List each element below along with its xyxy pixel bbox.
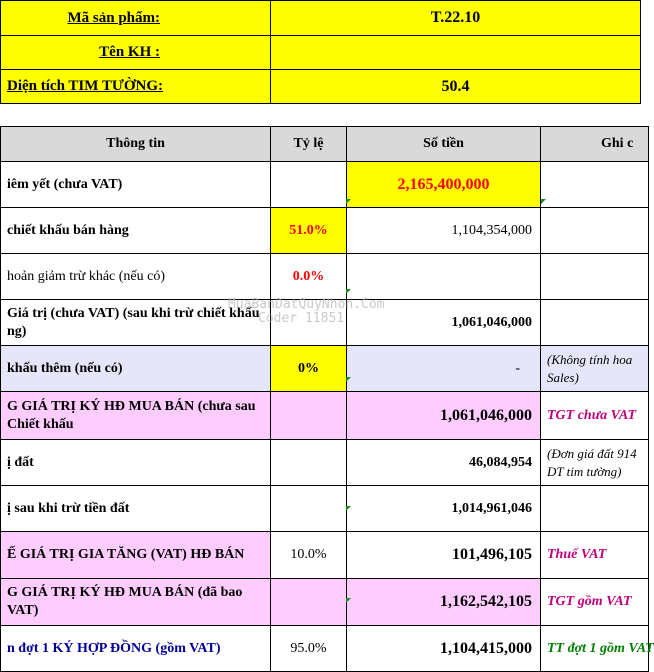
area-value[interactable]: 50.4 xyxy=(271,70,641,104)
table-row xyxy=(1,626,649,672)
row-note[interactable] xyxy=(541,300,649,346)
row-note[interactable]: TGT chưa VAT xyxy=(541,392,649,440)
table-row xyxy=(1,486,649,532)
row-rate[interactable]: 95.0% xyxy=(271,626,347,672)
row-info[interactable]: ị đất xyxy=(1,440,271,486)
row-note[interactable] xyxy=(541,254,649,300)
table-row xyxy=(1,532,649,579)
row-amount[interactable]: 101,496,105 xyxy=(347,532,541,579)
table-row xyxy=(1,579,649,626)
row-amount[interactable]: 46,084,954 xyxy=(347,440,541,486)
row-rate[interactable] xyxy=(271,300,347,346)
comment-marker-icon xyxy=(346,377,351,382)
row-amount[interactable] xyxy=(347,254,541,300)
row-info[interactable]: hoản giảm trừ khác (nếu có) xyxy=(1,254,271,300)
row-note[interactable]: TGT gồm VAT xyxy=(541,579,649,626)
row-amount[interactable]: 1,104,415,000 xyxy=(347,626,541,672)
header-table xyxy=(0,0,641,104)
table-row xyxy=(1,162,649,208)
row-note[interactable] xyxy=(541,162,649,208)
row-info[interactable]: n đợt 1 KÝ HỢP ĐỒNG (gồm VAT) xyxy=(1,626,271,672)
row-amount[interactable]: - xyxy=(347,346,541,392)
row-amount[interactable]: 1,104,354,000 xyxy=(347,208,541,254)
watermark-line-2: Coder 11851 xyxy=(258,311,345,326)
comment-marker-icon xyxy=(346,506,351,511)
product-code-value[interactable]: T.22.10 xyxy=(271,1,641,36)
row-info[interactable]: G GIÁ TRỊ KÝ HĐ MUA BÁN (đã bao VAT) xyxy=(1,579,271,626)
customer-value[interactable] xyxy=(271,36,641,70)
row-note[interactable]: (Đơn giá đất 914 DT tim tường) xyxy=(541,440,649,486)
row-rate[interactable]: 0.0% xyxy=(271,254,347,300)
watermark-line-1: MuaBanDatQuyNhon.Com xyxy=(228,297,385,312)
product-code-label: Mã sản phẩm: xyxy=(1,1,271,36)
row-info[interactable]: G GIÁ TRỊ KÝ HĐ MUA BÁN (chưa sau Chiết khấu xyxy=(1,392,271,440)
row-amount[interactable]: 1,014,961,046 xyxy=(347,486,541,532)
row-note[interactable]: (Không tính hoa Sales) xyxy=(541,346,649,392)
row-note[interactable]: Thuế VAT xyxy=(541,532,649,579)
row-note[interactable] xyxy=(541,486,649,532)
row-rate[interactable]: 51.0% xyxy=(271,208,347,254)
table-row xyxy=(1,254,649,300)
area-row xyxy=(1,70,641,104)
row-rate[interactable] xyxy=(271,162,347,208)
row-amount[interactable]: 1,061,046,000 xyxy=(347,300,541,346)
column-header-note: Ghi c xyxy=(541,127,649,162)
table-row xyxy=(1,392,649,440)
row-info[interactable]: chiết khấu bán hàng xyxy=(1,208,271,254)
row-amount[interactable]: 1,162,542,105 xyxy=(347,579,541,626)
area-label: Diện tích TIM TƯỜNG: xyxy=(1,70,271,104)
product-code-row xyxy=(1,1,641,36)
customer-label: Tên KH : xyxy=(1,36,271,70)
table-row xyxy=(1,300,649,346)
column-header-info: Thông tin xyxy=(1,127,271,162)
comment-marker-icon xyxy=(346,199,351,204)
comment-marker-icon xyxy=(541,199,546,204)
row-rate[interactable] xyxy=(271,486,347,532)
table-row xyxy=(1,440,649,486)
row-info[interactable]: ị sau khi trừ tiền đất xyxy=(1,486,271,532)
column-header-amount: Số tiền xyxy=(347,127,541,162)
row-amount[interactable]: 1,061,046,000 xyxy=(347,392,541,440)
row-note[interactable] xyxy=(541,208,649,254)
row-info[interactable]: Giá trị (chưa VAT) (sau khi trừ chiết khấu ng) xyxy=(1,300,271,346)
row-note[interactable]: TT đợt 1 gồm VAT xyxy=(541,626,649,672)
row-rate[interactable] xyxy=(271,392,347,440)
column-header-rate: Tỷ lệ xyxy=(271,127,347,162)
row-info[interactable]: iêm yết (chưa VAT) xyxy=(1,162,271,208)
row-rate[interactable] xyxy=(271,440,347,486)
row-info[interactable]: khấu thêm (nếu có) xyxy=(1,346,271,392)
row-rate[interactable]: 0% xyxy=(271,346,347,392)
row-info[interactable]: Ế GIÁ TRỊ GIA TĂNG (VAT) HĐ BÁN xyxy=(1,532,271,579)
comment-marker-icon xyxy=(346,289,351,294)
customer-row xyxy=(1,36,641,70)
row-rate[interactable]: 10.0% xyxy=(271,532,347,579)
comment-marker-icon xyxy=(346,598,351,603)
table-row xyxy=(1,346,649,392)
pricing-table xyxy=(0,126,654,672)
column-header-row xyxy=(1,127,649,162)
table-row xyxy=(1,208,649,254)
row-amount[interactable]: 2,165,400,000 xyxy=(347,162,541,208)
row-rate[interactable] xyxy=(271,579,347,626)
